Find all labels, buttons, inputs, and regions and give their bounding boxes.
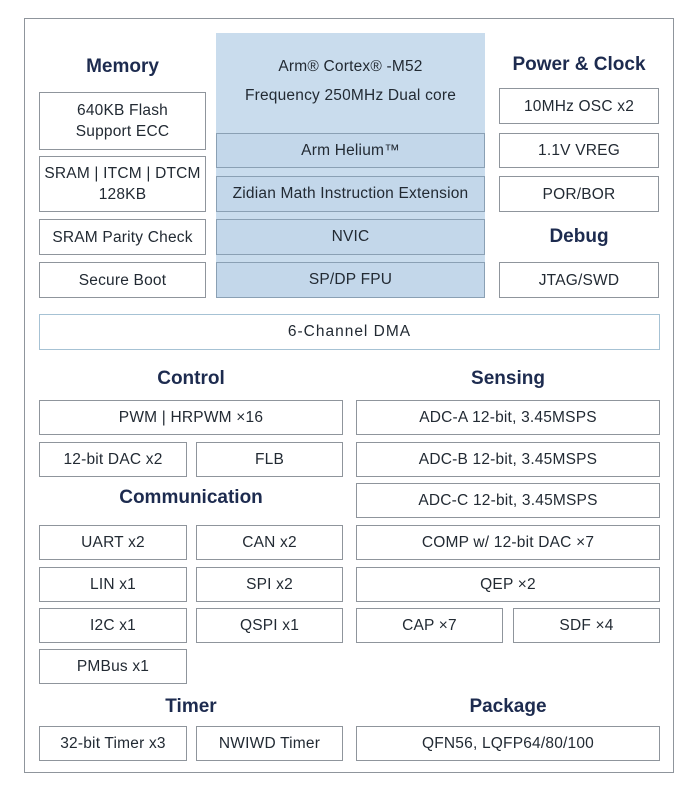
debug-heading: Debug xyxy=(549,226,609,247)
sram-parity-block: SRAM Parity Check xyxy=(39,219,206,255)
communication-heading: Communication xyxy=(119,487,263,508)
can-block: CAN x2 xyxy=(196,525,343,560)
por-bor-block: POR/BOR xyxy=(499,176,659,212)
timer32-block: 32-bit Timer x3 xyxy=(39,726,187,761)
qspi-block: QSPI x1 xyxy=(196,608,343,643)
control-heading: Control xyxy=(157,368,225,389)
dma-block: 6-Channel DMA xyxy=(39,314,660,350)
sram-block: SRAM | ITCM | DTCM 128KB xyxy=(39,156,206,212)
nwiwd-timer-block: NWIWD Timer xyxy=(196,726,343,761)
sensing-heading: Sensing xyxy=(471,368,545,389)
memory-heading: Memory xyxy=(86,56,159,77)
pmbus-block: PMBus x1 xyxy=(39,649,187,684)
i2c-block: I2C x1 xyxy=(39,608,187,643)
lin-block: LIN x1 xyxy=(39,567,187,602)
sdf-block: SDF ×4 xyxy=(513,608,660,643)
cpu-title xyxy=(216,52,485,110)
adc-b-block: ADC-B 12-bit, 3.45MSPS xyxy=(356,442,660,477)
uart-block: UART x2 xyxy=(39,525,187,560)
flb-block: FLB xyxy=(196,442,343,477)
cpu-title-line2: Frequency 250MHz Dual core xyxy=(244,87,457,104)
math-extension-block: Zidian Math Instruction Extension xyxy=(216,176,485,212)
cpu-title-line1: Arm® Cortex® -M52 xyxy=(278,58,423,75)
vreg-block: 1.1V VREG xyxy=(499,133,659,168)
spi-block: SPI x2 xyxy=(196,567,343,602)
jtag-swd-block: JTAG/SWD xyxy=(499,262,659,298)
secure-boot-block: Secure Boot xyxy=(39,262,206,298)
power-clock-heading: Power & Clock xyxy=(512,54,646,75)
cap-block: CAP ×7 xyxy=(356,608,503,643)
adc-a-block: ADC-A 12-bit, 3.45MSPS xyxy=(356,400,660,435)
qep-block: QEP ×2 xyxy=(356,567,660,602)
package-heading: Package xyxy=(469,696,547,717)
fpu-block: SP/DP FPU xyxy=(216,262,485,298)
nvic-block: NVIC xyxy=(216,219,485,255)
comp-block: COMP w/ 12-bit DAC ×7 xyxy=(356,525,660,560)
adc-c-block: ADC-C 12-bit, 3.45MSPS xyxy=(356,483,660,518)
timer-heading: Timer xyxy=(165,696,217,717)
package-block: QFN56, LQFP64/80/100 xyxy=(356,726,660,761)
helium-block: Arm Helium™ xyxy=(216,133,485,168)
flash-block: 640KB Flash Support ECC xyxy=(39,92,206,150)
osc-block: 10MHz OSC x2 xyxy=(499,88,659,124)
pwm-block: PWM | HRPWM ×16 xyxy=(39,400,343,435)
dac-block: 12-bit DAC x2 xyxy=(39,442,187,477)
